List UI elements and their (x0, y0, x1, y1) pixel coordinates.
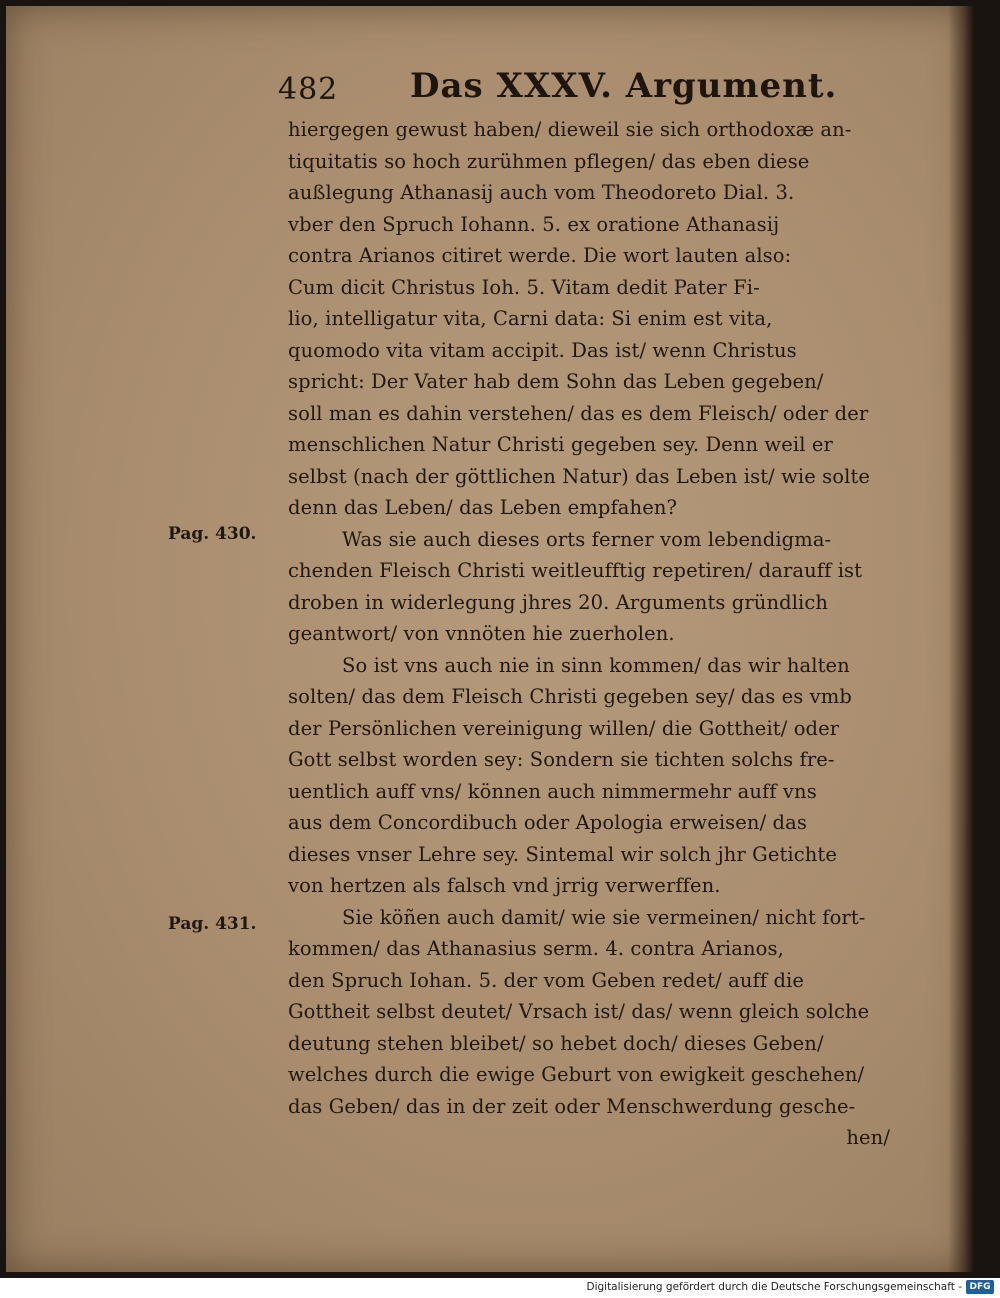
text-line: vber den Spruch Iohann. 5. ex oratione Athanasij (288, 212, 780, 236)
text-line: spricht: Der Vater hab dem Sohn das Leben gegeben/ (288, 370, 824, 393)
text-line: solten/ das dem Fleisch Christi gegeben sey/ das es vmb (288, 685, 852, 708)
margin-note-pag-430: Pag. 430. (168, 524, 257, 544)
text-line: deutung stehen bleibet/ so hebet doch/ dieses Geben/ (288, 1031, 824, 1055)
text-line: denn das Leben/ das Leben empfahen? (288, 496, 678, 519)
text-line: Cum dicit Christus Ioh. 5. Vitam dedit Pater Fi- (288, 275, 760, 299)
text-line: kommen/ das Athanasius serm. 4. contra Arianos, (288, 937, 784, 960)
text-line: Was sie auch dieses orts ferner vom lebendigma- (342, 527, 832, 551)
text-line: menschlichen Natur Christi gegeben sey. Denn weil er (288, 433, 833, 456)
text-line: soll man es dahin verstehen/ das es dem Fleisch/ oder der (288, 401, 869, 425)
body-text (288, 114, 900, 1154)
page-header (278, 66, 838, 112)
dfg-logo: DFG (966, 1280, 994, 1294)
text-line: den Spruch Iohan. 5. der vom Geben redet/ auff die (288, 968, 805, 992)
catchword: hen/ (846, 1126, 890, 1149)
text-line: welches durch die ewige Geburt von ewigkeit geschehen/ (288, 1063, 865, 1086)
text-line: tiquitatis so hoch zurühmen pflegen/ das eben diese (288, 149, 810, 173)
text-line: geantwort/ von vnnöten hie zuerholen. (288, 622, 675, 645)
text-line: quomodo vita vitam accipit. Das ist/ wenn Christus (288, 338, 797, 362)
text-line: Gottheit selbst deutet/ Vrsach ist/ das/ wenn gleich solche (288, 1000, 870, 1023)
text-line: uentlich auff vns/ können auch nimmermehr auff vns (288, 779, 817, 803)
text-line: aus dem Concordibuch oder Apologia erweisen/ das (288, 811, 807, 834)
footer-credit: Digitalisierung gefördert durch die Deutsche Forschungsgemeinschaft - (586, 1281, 962, 1293)
footer-bar (0, 1278, 1000, 1298)
text-line: hiergegen gewust haben/ dieweil sie sich orthodoxæ an- (288, 118, 852, 141)
page-number: 482 (278, 72, 339, 107)
running-title: Das XXXV. Argument. (410, 66, 838, 106)
text-line: Gott selbst worden sey: Sondern sie tichten solchs fre- (288, 748, 835, 771)
text-line: droben in widerlegung jhres 20. Arguments gründlich (288, 590, 829, 614)
text-line: lio, intelligatur vita, Carni data: Si enim est vita, (288, 307, 773, 330)
text-line: chenden Fleisch Christi weitleufftig repetiren/ darauff ist (288, 559, 863, 582)
text-line: das Geben/ das in der zeit oder Menschwerdung gesche- (288, 1094, 856, 1118)
text-line: dieses vnser Lehre sey. Sintemal wir solch jhr Getichte (288, 842, 837, 866)
text-line: selbst (nach der göttlichen Natur) das Leben ist/ wie solte (288, 464, 871, 488)
text-line: contra Arianos citiret werde. Die wort lauten also: (288, 244, 792, 267)
text-line: von hertzen als falsch vnd jrrig verwerffen. (288, 874, 721, 897)
text-line: Sie köñen auch damit/ wie sie vermeinen/ nicht fort- (342, 905, 866, 929)
page-gutter-shadow (948, 6, 974, 1272)
text-line: außlegung Athanasij auch vom Theodoreto Dial. 3. (288, 181, 795, 204)
text-line: der Persönlichen vereinigung willen/ die Gottheit/ oder (288, 716, 840, 740)
text-line: So ist vns auch nie in sinn kommen/ das wir halten (342, 653, 850, 677)
margin-note-pag-431: Pag. 431. (168, 914, 257, 934)
